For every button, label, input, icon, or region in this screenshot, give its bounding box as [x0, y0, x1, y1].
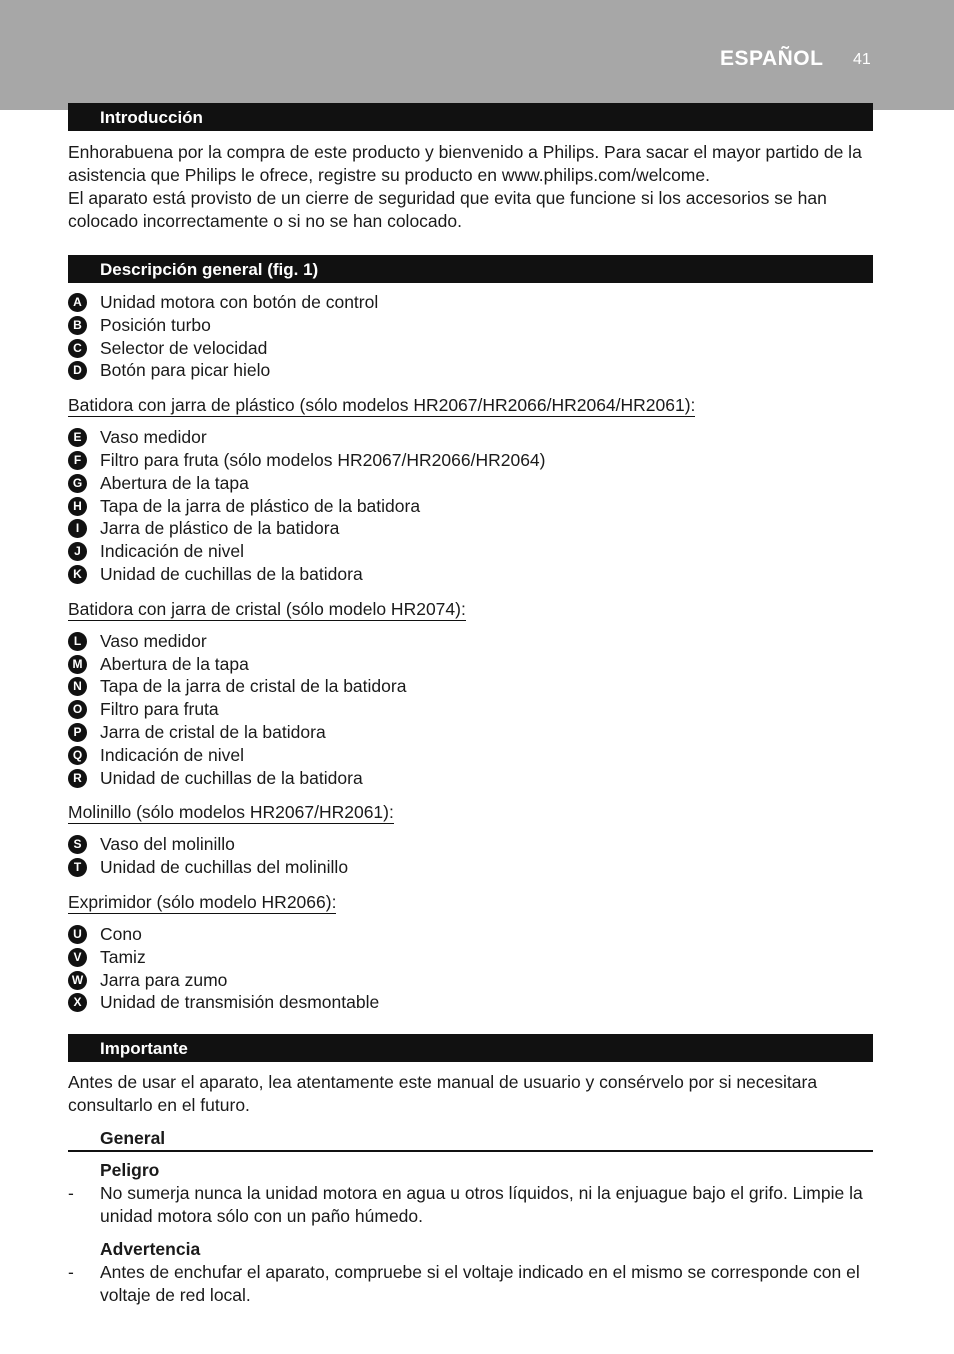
letter-badge-icon: O [68, 700, 87, 719]
list-item [68, 630, 873, 653]
list-item-text: Posición turbo [100, 314, 211, 335]
list-item-text: Indicación de nivel [100, 744, 244, 765]
list-item-text: Unidad de cuchillas de la batidora [100, 563, 363, 584]
letter-badge-icon: J [68, 542, 87, 561]
section-title-overview: Descripción general (fig. 1) [68, 255, 873, 283]
list-item [68, 675, 873, 698]
section-title-important: Importante [68, 1034, 873, 1062]
list-item [68, 426, 873, 449]
list-item [68, 969, 873, 992]
danger-item [68, 1182, 873, 1228]
danger-title: Peligro [100, 1160, 160, 1181]
list-item-text: Vaso medidor [100, 427, 207, 448]
list-item [68, 449, 873, 472]
dash-marker: - [68, 1183, 74, 1204]
list-item-text: Unidad motora con botón de control [100, 292, 379, 312]
list-item [68, 721, 873, 744]
list-item-text: Jarra de cristal de la batidora [100, 721, 326, 742]
list-item-text: Tapa de la jarra de plástico de la batidora [100, 495, 421, 516]
list-item-text: Abertura de la tapa [100, 653, 249, 674]
list-item-text: Botón para picar hielo [100, 360, 271, 381]
list-item [68, 291, 873, 314]
list-item [68, 744, 873, 767]
warning-item [68, 1261, 873, 1307]
list-item-text: Unidad de transmisión desmontable [100, 992, 380, 1013]
letter-badge-icon: W [68, 971, 87, 990]
subsection-general: General [68, 1127, 873, 1152]
letter-badge-icon: Q [68, 746, 87, 765]
list-item-text: Indicación de nivel [100, 541, 244, 562]
dash-marker: - [68, 1262, 74, 1283]
list-item-text: Jarra de plástico de la batidora [100, 518, 340, 539]
letter-badge-icon: V [68, 948, 87, 967]
page-number: 41 [853, 51, 871, 68]
list-item-text: Unidad de cuchillas del molinillo [100, 857, 349, 878]
letter-badge-icon: B [68, 316, 87, 335]
letter-badge-icon: P [68, 723, 87, 742]
page-content [68, 103, 873, 1307]
list-item [68, 767, 873, 790]
list-item [68, 359, 873, 382]
list-item [68, 923, 873, 946]
list-item-text: Filtro para fruta (sólo modelos HR2067/HR2066/HR2064) [100, 449, 546, 470]
list-item-text: Unidad de cuchillas de la batidora [100, 767, 363, 788]
parts-list [68, 630, 873, 790]
list-item [68, 517, 873, 540]
letter-badge-icon: N [68, 677, 87, 696]
danger-text: No sumerja nunca la unidad motora en agua u otros líquidos, ni la enjuague bajo el grifo. Limpie la unidad motora sólo con un paño húmedo. [100, 1183, 863, 1227]
list-item-text: Jarra para zumo [100, 969, 228, 990]
header-language: ESPAÑOL [720, 47, 824, 70]
list-item [68, 698, 873, 721]
list-item [68, 833, 873, 856]
letter-badge-icon: T [68, 858, 87, 877]
warning-title: Advertencia [100, 1239, 201, 1260]
letter-badge-icon: U [68, 925, 87, 944]
subheading: Batidora con jarra de plástico (sólo modelos HR2067/HR2066/HR2064/HR2061): [68, 395, 696, 416]
letter-badge-icon: I [68, 519, 87, 538]
section-title-introduction: Introducción [68, 103, 873, 131]
intro-paragraph-2: El aparato está provisto de un cierre de seguridad que evita que funcione si los accesorios se han colocado incorrectamente o si no se han colocado. [68, 188, 827, 231]
subheading: Exprimidor (sólo modelo HR2066): [68, 891, 337, 912]
list-item [68, 856, 873, 879]
list-item [68, 946, 873, 969]
list-item-text: Abertura de la tapa [100, 472, 249, 493]
letter-badge-icon: H [68, 497, 87, 516]
letter-badge-icon: G [68, 474, 87, 493]
list-item [68, 495, 873, 518]
subheading: Molinillo (sólo modelos HR2067/HR2061): [68, 802, 394, 823]
list-item-text: Selector de velocidad [100, 337, 268, 358]
subheading: Batidora con jarra de cristal (sólo modelo HR2074): [68, 598, 466, 619]
list-item-text: Vaso del molinillo [100, 834, 235, 855]
important-paragraph: Antes de usar el aparato, lea atentamente este manual de usuario y consérvelo por si necesitara consultarlo en el futuro. [68, 1072, 818, 1116]
list-item-text: Tapa de la jarra de cristal de la batidora [100, 676, 407, 697]
parts-list [68, 426, 873, 586]
intro-paragraph-1: Enhorabuena por la compra de este producto y bienvenido a Philips. Para sacar el mayor partido de la asistencia que Philips le ofrece, registre su producto en www.philips.com/welcome. [68, 142, 862, 185]
list-item [68, 563, 873, 586]
letter-badge-icon: M [68, 655, 87, 674]
letter-badge-icon: L [68, 632, 87, 651]
overview-groups [68, 382, 873, 1014]
overview-list [68, 291, 873, 382]
list-item [68, 540, 873, 563]
list-item-text: Tamiz [100, 946, 146, 967]
list-item [68, 472, 873, 495]
list-item-text: Cono [100, 923, 142, 944]
parts-list [68, 833, 873, 879]
letter-badge-icon: X [68, 993, 87, 1012]
letter-badge-icon: F [68, 451, 87, 470]
list-item [68, 314, 873, 337]
list-item [68, 653, 873, 676]
list-item-text: Vaso medidor [100, 630, 207, 651]
warning-text: Antes de enchufar el aparato, compruebe si el voltaje indicado en el mismo se corresponde con el voltaje de red local. [100, 1262, 860, 1306]
letter-badge-icon: K [68, 565, 87, 584]
list-item [68, 337, 873, 360]
letter-badge-icon: R [68, 769, 87, 788]
letter-badge-icon: C [68, 339, 87, 358]
letter-badge-icon: S [68, 835, 87, 854]
letter-badge-icon: D [68, 361, 87, 380]
list-item-text: Filtro para fruta [100, 699, 219, 720]
list-item [68, 991, 873, 1014]
letter-badge-icon: E [68, 428, 87, 447]
letter-badge-icon: A [68, 293, 87, 312]
parts-list [68, 923, 873, 1014]
